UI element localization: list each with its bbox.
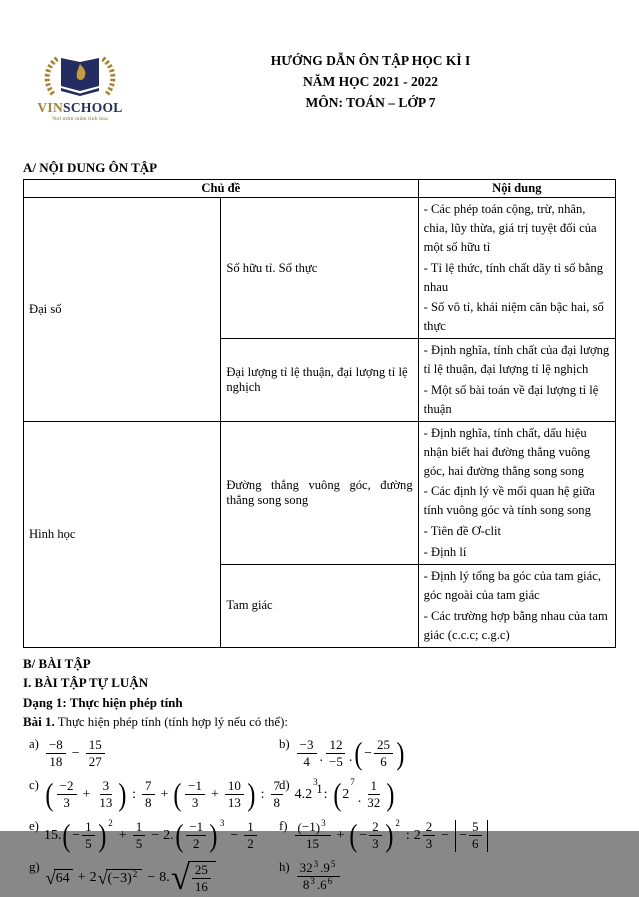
- math-denominator: [142, 795, 155, 810]
- math-text: 5: [472, 819, 479, 835]
- math-superscript: 3: [321, 818, 326, 829]
- math-text: 8: [302, 877, 310, 893]
- math-superscript: 2: [395, 818, 400, 829]
- math-text: 3: [102, 778, 110, 794]
- math-text: 4.2: [294, 786, 313, 802]
- exercise-label: b): [279, 737, 290, 752]
- math-sqrt: [46, 869, 73, 887]
- math-sqrt-content: [54, 869, 73, 887]
- cell-content: [418, 198, 615, 339]
- math-numerator: [423, 820, 436, 836]
- math-text: −1: [189, 819, 204, 835]
- math-fraction: [244, 820, 257, 852]
- math-operator: −: [147, 869, 156, 885]
- math-fraction: [297, 738, 317, 770]
- math-operator: :: [132, 786, 137, 802]
- math-fraction: [86, 738, 105, 770]
- math-text: 13: [227, 795, 241, 811]
- math-text: 3: [191, 795, 199, 811]
- content-line: - Các phép toán cộng, trừ, nhân, chia, lũy thừa, giá trị tuyệt đối của một số hữu tỉ: [423, 202, 597, 254]
- math-text: .6: [316, 877, 327, 893]
- math-right-paren: ): [386, 776, 395, 813]
- math-denominator: [133, 836, 146, 851]
- math-numerator: [469, 820, 482, 836]
- math-right-paren: ): [127, 870, 132, 886]
- math-right-paren: ): [209, 817, 218, 854]
- math-right-paren: ): [97, 817, 106, 854]
- math-fraction: [326, 738, 346, 770]
- math-denominator: [300, 877, 337, 892]
- math-text: 5: [135, 836, 143, 852]
- math-text: −: [72, 827, 81, 843]
- math-sqrt: [170, 857, 216, 897]
- math-fraction: [82, 820, 95, 852]
- content-line: - Định nghĩa, tính chất của đại lượng tỉ lệ thuận, đại lượng tỉ lệ nghịch: [423, 343, 610, 377]
- title-line-3: MÔN: TOÁN – LỚP 7: [305, 94, 436, 110]
- math-text: −1: [301, 819, 316, 835]
- math-fraction: [186, 820, 206, 852]
- math-parentheses: [353, 735, 405, 772]
- content-line: - Các định lý về mối quan hệ giữa tính vuông góc và tính song song: [423, 484, 595, 518]
- content-line: - Các trường hợp bằng nhau của tam giác (c.c.c; c.g.c): [423, 608, 608, 642]
- math-paren-content: [72, 820, 96, 852]
- cell-topic-so-huu-ti: Số hữu tỉ. Số thực: [221, 198, 418, 339]
- math-superscript: 2: [132, 868, 138, 879]
- math-paren-content: [302, 820, 316, 834]
- math-fraction: [423, 820, 436, 852]
- math-text: 2: [425, 819, 433, 835]
- math-right-paren: ): [396, 735, 405, 772]
- math-denominator: [192, 879, 211, 894]
- math-operator: +: [82, 786, 91, 802]
- math-right-paren: ): [384, 817, 393, 854]
- math-denominator: [469, 836, 482, 851]
- math-text: 3: [63, 795, 70, 811]
- math-text: −: [364, 745, 372, 761]
- math-parentheses: [108, 871, 132, 887]
- math-superscript: 3: [313, 777, 318, 788]
- math-expression: [44, 738, 107, 770]
- exercise-item: [29, 736, 279, 770]
- math-superscript: 3: [310, 876, 315, 887]
- math-text: −: [359, 827, 368, 843]
- math-multiply-dot: .: [348, 749, 353, 765]
- exercise-grid: [29, 736, 616, 895]
- content-line: - Số vô tỉ, khái niệm căn bậc hai, số thực: [423, 300, 604, 334]
- table-row: [24, 421, 616, 564]
- math-text: 27: [88, 754, 102, 770]
- math-text: 25: [376, 737, 390, 753]
- math-text: −1: [188, 778, 202, 794]
- math-text: 13: [99, 795, 113, 811]
- math-denominator: [244, 836, 257, 851]
- math-text: 4: [303, 754, 310, 770]
- math-sqrt-content: [106, 869, 143, 887]
- math-paren-content: [184, 820, 208, 852]
- review-table: [23, 179, 616, 648]
- math-text: 16: [194, 879, 208, 895]
- math-numerator: [374, 738, 393, 754]
- math-fraction: [46, 738, 66, 770]
- math-right-paren: ): [247, 776, 256, 813]
- math-text: 1: [247, 819, 254, 835]
- math-right-paren: ): [315, 819, 321, 835]
- math-multiply-dot: .: [357, 790, 362, 806]
- section-a-heading: A/ NỘI DUNG ÔN TẬP: [23, 160, 158, 175]
- math-denominator: [364, 795, 383, 810]
- math-text: 3: [425, 836, 433, 852]
- math-operator: +: [118, 827, 127, 843]
- bai-1-text: Thực hiện phép tính (tính hợp lý nếu có thể):: [54, 715, 288, 730]
- exercise-item: [279, 859, 616, 895]
- math-radical-icon: √: [170, 857, 190, 897]
- math-expression: [43, 817, 259, 854]
- math-denominator: [96, 795, 115, 810]
- math-text: 1: [370, 778, 378, 794]
- math-operator: +: [211, 786, 219, 802]
- math-fraction: [374, 738, 393, 770]
- title-line-1: HƯỚNG DẪN ÔN TẬP HỌC KÌ I: [270, 53, 471, 68]
- math-parentheses: [174, 817, 219, 854]
- cell-group-dai-so: Đại số: [24, 198, 221, 422]
- logo-vin-text: VIN: [37, 100, 64, 115]
- logo-wordmark: [34, 101, 126, 115]
- math-text: 25: [194, 862, 208, 878]
- math-left-paren: (: [174, 817, 183, 854]
- math-text: 1: [85, 819, 92, 835]
- math-fraction: [192, 863, 211, 895]
- math-text: −3: [299, 737, 314, 753]
- logo-school-text: SCHOOL: [63, 100, 123, 115]
- math-parentheses: [298, 820, 321, 834]
- table-row: [24, 198, 616, 339]
- table-header-row: [24, 180, 616, 198]
- math-text: 2: [342, 786, 350, 802]
- math-multiply-dot: .: [319, 749, 324, 765]
- math-fraction: [133, 820, 146, 852]
- math-expression: [293, 817, 490, 854]
- cell-content: [418, 339, 615, 422]
- math-denominator: [326, 754, 346, 769]
- math-numerator: [82, 820, 95, 836]
- math-text: 5: [85, 836, 92, 852]
- exercise-label: f): [279, 819, 288, 834]
- math-radical-icon: √: [45, 867, 56, 888]
- bai-1-line: [23, 714, 616, 730]
- math-left-paren: (: [332, 776, 341, 813]
- exercise-label: e): [29, 819, 39, 834]
- math-absolute-value: [455, 820, 487, 852]
- math-operator: :: [323, 786, 328, 802]
- math-operator: −: [151, 827, 160, 843]
- math-text: −5: [329, 754, 343, 770]
- math-fraction: [469, 820, 482, 852]
- math-numerator: [46, 738, 66, 754]
- math-operator: +: [160, 786, 169, 802]
- math-numerator: [192, 863, 211, 879]
- math-text: 15.: [43, 827, 62, 843]
- exercise-label: a): [29, 737, 39, 752]
- math-text: 32: [367, 795, 381, 811]
- dang-1-heading: Dạng 1: Thực hiện phép tính: [23, 694, 183, 710]
- math-denominator: [300, 754, 313, 769]
- math-text: 32: [299, 860, 313, 876]
- math-superscript: 5: [330, 859, 336, 870]
- document-title-block: [130, 51, 611, 114]
- math-operator: +: [77, 869, 86, 885]
- math-numerator: [369, 820, 382, 836]
- math-text: 18: [49, 754, 63, 770]
- logo-tagline: Nơi ươm mầm tinh hoa: [52, 115, 108, 122]
- math-text: 2: [193, 836, 200, 852]
- math-parentheses: [348, 817, 394, 854]
- math-text: 2: [247, 836, 254, 852]
- math-superscript: 7: [350, 777, 355, 788]
- math-left-paren: (: [45, 776, 54, 813]
- math-text: 2: [372, 819, 379, 835]
- exercise-label: h): [279, 860, 290, 875]
- math-expression: [295, 735, 406, 772]
- math-paren-content: [112, 871, 127, 887]
- math-paren-content: [359, 820, 383, 852]
- math-left-paren: (: [354, 735, 363, 772]
- cell-topic-duong-thang: Đường thẳng vuông góc, đường thẳng song song: [221, 421, 418, 564]
- math-fraction: [297, 861, 341, 893]
- math-superscript: 3: [219, 818, 225, 829]
- content-line: - Định lý tổng ba góc của tam giác, góc ngoài của tam giác: [423, 569, 601, 602]
- math-operator: :: [405, 827, 410, 843]
- math-numerator: [295, 820, 331, 836]
- math-text: −2: [59, 778, 74, 794]
- math-numerator: [326, 738, 345, 754]
- math-operator: :: [260, 786, 265, 802]
- math-left-paren: (: [297, 819, 302, 835]
- cell-content: [418, 565, 615, 648]
- col-header-topic: Chủ đề: [24, 180, 419, 198]
- math-sqrt: [98, 869, 143, 887]
- math-text: 2: [89, 869, 97, 885]
- math-radical-icon: √: [97, 867, 108, 888]
- exercise-item: [29, 859, 279, 895]
- math-right-paren: ): [118, 776, 127, 813]
- math-left-paren: (: [107, 870, 113, 886]
- exercise-item: [29, 818, 279, 852]
- math-left-paren: (: [349, 817, 358, 854]
- math-numerator: [244, 820, 257, 836]
- math-text: 8: [145, 795, 152, 811]
- math-text: 64: [55, 870, 70, 886]
- section-b-sub-heading: I. BÀI TẬP TỰ LUẬN: [23, 675, 149, 691]
- exercise-item: [279, 818, 616, 852]
- math-sqrt-content: [188, 861, 216, 895]
- math-expression: [45, 857, 217, 897]
- math-fraction: [295, 820, 331, 852]
- math-left-paren: (: [173, 776, 182, 813]
- math-denominator: [377, 754, 390, 769]
- math-numerator: [86, 738, 105, 754]
- math-superscript: 3: [313, 859, 319, 870]
- math-text: .9: [320, 860, 330, 876]
- math-numerator: [133, 820, 146, 836]
- math-text: 6: [380, 754, 387, 770]
- math-text: 2: [413, 827, 421, 843]
- math-operator: −: [230, 827, 239, 843]
- content-line: - Một số bài toán về đại lượng tỉ lệ thuận: [423, 383, 599, 416]
- cell-content: [418, 421, 615, 564]
- content-line: - Định lí: [423, 545, 467, 560]
- content-line: - Định nghĩa, tính chất, dấu hiệu nhận biết hai đường thẳng vuông góc, hai đường thẳng song song: [423, 425, 590, 478]
- exercise-item: [279, 736, 616, 770]
- math-denominator: [190, 836, 203, 851]
- section-b-heading: B/ BÀI TẬP: [23, 655, 91, 671]
- math-fraction: [369, 820, 382, 852]
- exercise-label: c): [29, 778, 39, 793]
- page-number: 1: [316, 782, 323, 796]
- math-text: 8: [273, 795, 281, 811]
- math-denominator: [46, 754, 65, 769]
- math-denominator: [369, 836, 382, 851]
- math-operator: +: [336, 827, 345, 843]
- vinschool-logo: [34, 54, 126, 122]
- math-text: 3: [372, 836, 379, 852]
- math-text: −8: [48, 737, 63, 753]
- cell-group-hinh-hoc: Hình học: [24, 421, 221, 647]
- math-text: 6: [472, 836, 479, 852]
- content-line: - Tỉ lệ thức, tính chất dãy tỉ số bằng nhau: [423, 260, 604, 294]
- math-numerator: [297, 738, 317, 754]
- math-text: 15: [306, 836, 320, 852]
- cell-topic-dai-luong: Đại lượng tỉ lệ thuận, đại lượng tỉ lệ nghịch: [221, 339, 418, 422]
- title-line-2: NĂM HỌC 2021 - 2022: [303, 73, 438, 89]
- exercise-label: g): [29, 860, 40, 875]
- math-text: 7: [145, 778, 152, 794]
- math-text: 7: [273, 778, 281, 794]
- math-text: 15: [88, 737, 102, 753]
- math-left-paren: (: [62, 817, 71, 854]
- content-line: - Tiên đề Ơ-clit: [423, 524, 501, 539]
- math-operator: −: [441, 827, 450, 843]
- math-text: 12: [329, 737, 343, 753]
- math-denominator: [86, 754, 105, 769]
- math-text: −3: [112, 870, 128, 886]
- math-denominator: [60, 795, 73, 810]
- math-denominator: [423, 836, 436, 851]
- math-paren-content: [364, 738, 395, 770]
- vinschool-crest-icon: [41, 54, 119, 100]
- math-parentheses: [61, 817, 107, 854]
- math-text: 8.: [159, 869, 170, 885]
- bai-1-label: Bài 1.: [23, 714, 55, 730]
- math-text: 2.: [163, 827, 174, 843]
- math-superscript: 2: [108, 818, 113, 829]
- math-text: 10: [227, 778, 241, 794]
- math-numerator: [297, 861, 341, 877]
- cell-topic-tam-giac: Tam giác: [221, 565, 418, 648]
- math-denominator: [303, 836, 322, 851]
- math-operator: −: [71, 745, 80, 761]
- math-expression: [295, 861, 343, 893]
- col-header-content: Nội dung: [418, 180, 615, 198]
- math-text: −: [459, 827, 468, 843]
- math-text: 1: [135, 819, 143, 835]
- math-denominator: [189, 795, 202, 810]
- math-numerator: [186, 820, 206, 836]
- exercise-label: d): [279, 778, 290, 793]
- math-denominator: [82, 836, 95, 851]
- math-denominator: [225, 795, 244, 810]
- math-superscript: 6: [327, 876, 333, 887]
